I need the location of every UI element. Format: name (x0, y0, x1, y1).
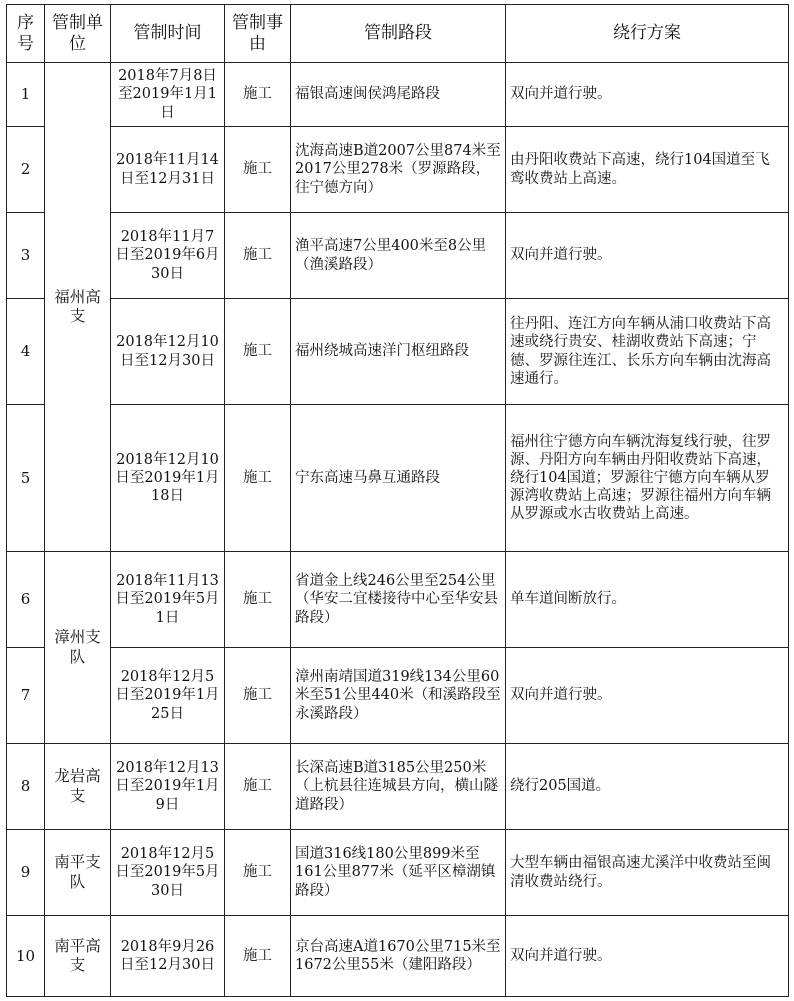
table-row (7, 213, 789, 299)
control-reason: 施工 (225, 213, 291, 299)
table-row (7, 127, 789, 213)
table-row (7, 648, 789, 744)
detour-plan: 双向并道行驶。 (506, 916, 789, 997)
control-time: 2018年12月10日至12月30日 (111, 299, 225, 405)
control-reason: 施工 (225, 299, 291, 405)
control-unit: 龙岩高支 (45, 744, 111, 830)
control-section: 漳州南靖国道319线134公里60米至51公里440米（和溪路段至永溪路段） (291, 648, 506, 744)
row-number: 8 (7, 744, 45, 830)
detour-plan: 福州往宁德方向车辆沈海复线行驶，往罗源、丹阳方向车辆由丹阳收费站下高速，绕行104国道；罗源往宁德方向车辆从罗源湾收费站上高速；罗源往福州方向车辆从罗源或水古收费站上高速。 (506, 405, 789, 552)
detour-plan: 往丹阳、连江方向车辆从浦口收费站下高速或绕行贵安、桂湖收费站下高速；宁德、罗源往连江、长乐方向车辆由沈海高速通行。 (506, 299, 789, 405)
header-seq: 序号 (7, 5, 45, 63)
control-unit: 南平高支 (45, 916, 111, 997)
table-row (7, 405, 789, 552)
detour-plan: 单车道间断放行。 (506, 552, 789, 648)
control-time: 2018年11月14日至12月31日 (111, 127, 225, 213)
control-time: 2018年9月26日至12月30日 (111, 916, 225, 997)
control-section: 长深高速B道3185公里250米（上杭县往连城县方向，横山隧道路段） (291, 744, 506, 830)
control-reason: 施工 (225, 127, 291, 213)
control-reason: 施工 (225, 916, 291, 997)
control-section: 福银高速闽侯鸿尾路段 (291, 63, 506, 127)
control-section: 宁东高速马鼻互通路段 (291, 405, 506, 552)
detour-plan: 双向并道行驶。 (506, 213, 789, 299)
control-reason: 施工 (225, 830, 291, 916)
control-unit: 南平支队 (45, 830, 111, 916)
detour-plan: 大型车辆由福银高速尤溪洋中收费站至闽清收费站绕行。 (506, 830, 789, 916)
row-number: 6 (7, 552, 45, 648)
table-row (7, 63, 789, 127)
control-section: 省道金上线246公里至254公里（华安二宜楼接待中心至华安县路段） (291, 552, 506, 648)
row-number: 3 (7, 213, 45, 299)
control-unit: 福州高支 (45, 63, 111, 552)
row-number: 2 (7, 127, 45, 213)
traffic-control-table (6, 4, 789, 997)
detour-plan: 双向并道行驶。 (506, 63, 789, 127)
row-number: 5 (7, 405, 45, 552)
row-number: 1 (7, 63, 45, 127)
detour-plan: 双向并道行驶。 (506, 648, 789, 744)
table-row (7, 744, 789, 830)
control-unit: 漳州支队 (45, 552, 111, 744)
header-plan: 绕行方案 (506, 5, 789, 63)
control-time: 2018年12月10日至2019年1月18日 (111, 405, 225, 552)
row-number: 7 (7, 648, 45, 744)
row-number: 9 (7, 830, 45, 916)
control-reason: 施工 (225, 405, 291, 552)
header-row (7, 5, 789, 63)
header-reason: 管制事由 (225, 5, 291, 63)
row-number: 4 (7, 299, 45, 405)
control-section: 福州绕城高速洋门枢纽路段 (291, 299, 506, 405)
detour-plan: 由丹阳收费站下高速，绕行104国道至飞鸾收费站上高速。 (506, 127, 789, 213)
control-section: 沈海高速B道2007公里874米至2017公里278米（罗源路段，往宁德方向） (291, 127, 506, 213)
control-time: 2018年7月8日至2019年1月1日 (111, 63, 225, 127)
control-reason: 施工 (225, 744, 291, 830)
row-number: 10 (7, 916, 45, 997)
table-row (7, 830, 789, 916)
control-time: 2018年11月7日至2019年6月30日 (111, 213, 225, 299)
control-section: 渔平高速7公里400米至8公里（渔溪路段） (291, 213, 506, 299)
control-time: 2018年12月5日至2019年5月30日 (111, 830, 225, 916)
control-time: 2018年11月13日至2019年5月1日 (111, 552, 225, 648)
control-time: 2018年12月13日至2019年1月9日 (111, 744, 225, 830)
control-reason: 施工 (225, 552, 291, 648)
table-row (7, 916, 789, 997)
table-row (7, 552, 789, 648)
control-section: 京台高速A道1670公里715米至1672公里55米（建阳路段） (291, 916, 506, 997)
header-time: 管制时间 (111, 5, 225, 63)
control-section: 国道316线180公里899米至161公里877米（延平区樟湖镇路段） (291, 830, 506, 916)
header-section: 管制路段 (291, 5, 506, 63)
header-unit: 管制单位 (45, 5, 111, 63)
detour-plan: 绕行205国道。 (506, 744, 789, 830)
control-reason: 施工 (225, 63, 291, 127)
table-row (7, 299, 789, 405)
control-reason: 施工 (225, 648, 291, 744)
control-time: 2018年12月5日至2019年1月25日 (111, 648, 225, 744)
